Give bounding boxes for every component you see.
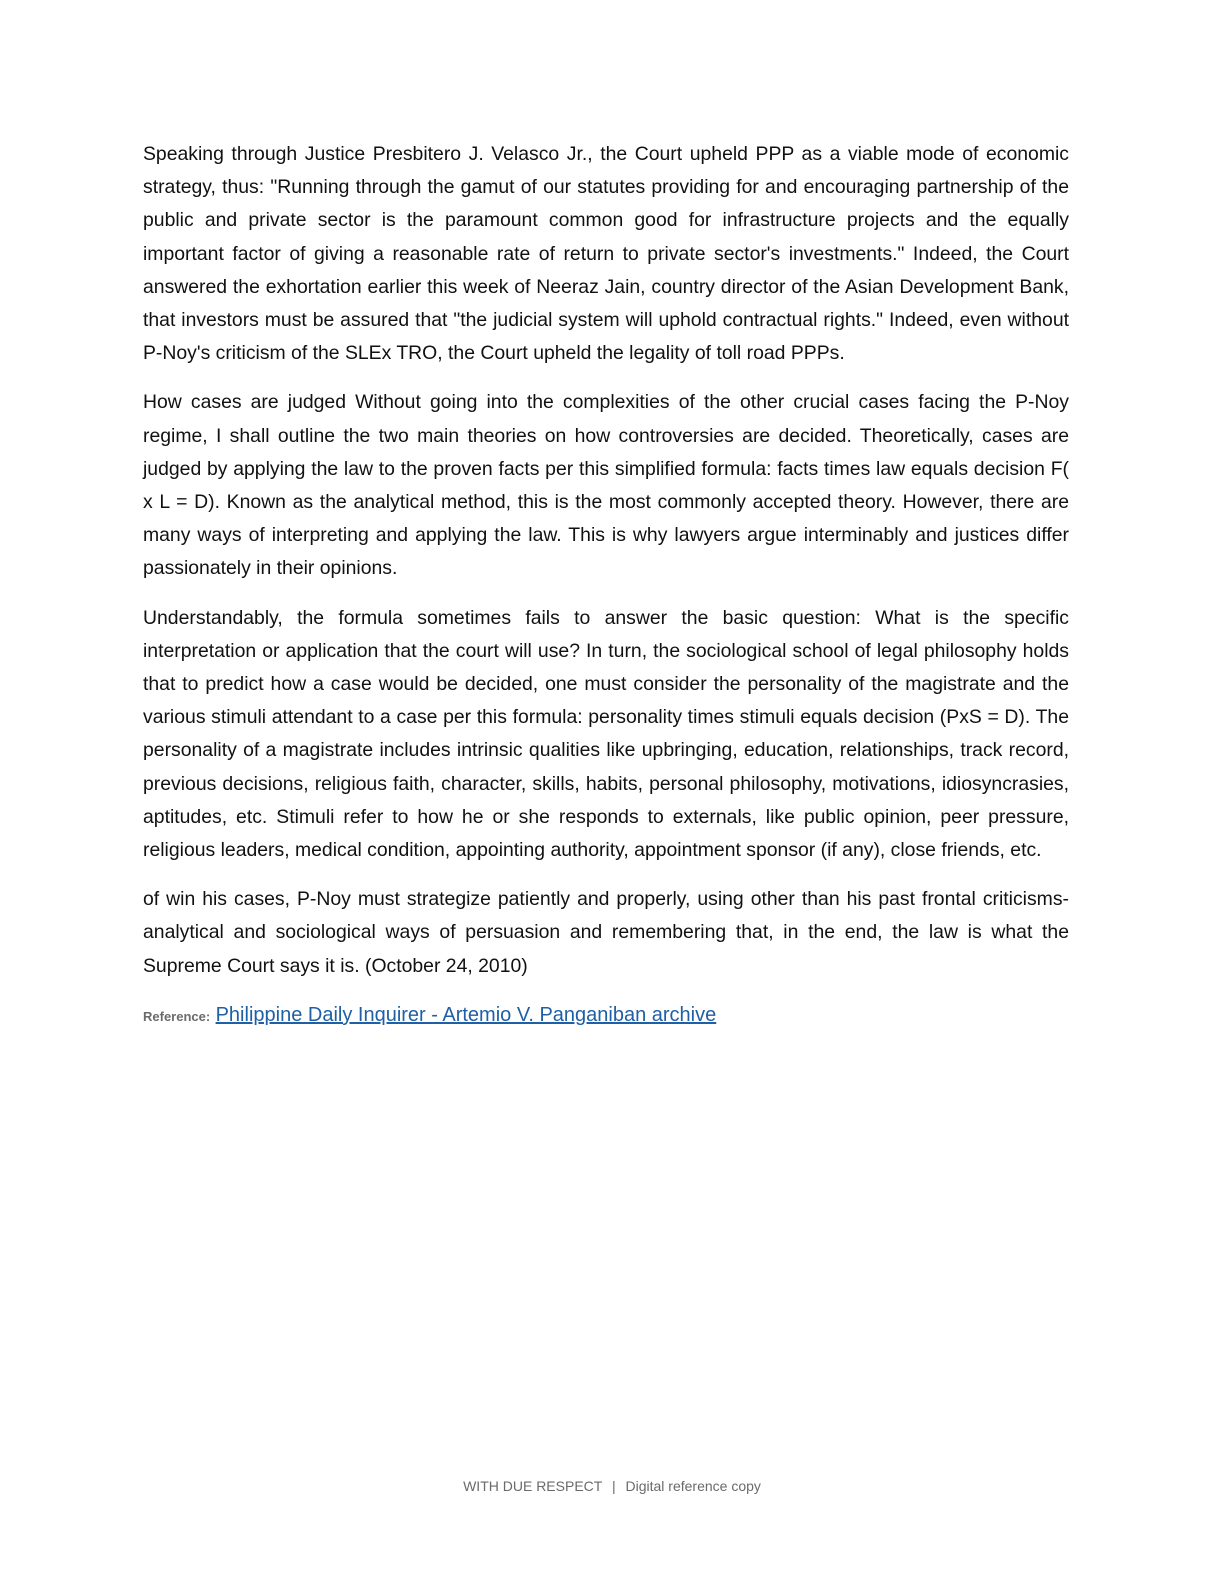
- reference-label: Reference:: [143, 1008, 211, 1024]
- paragraph-4: of win his cases, P-Noy must strategize patiently and properly, using other than his past frontal criticisms-analytical and sociological ways of persuasion and remembering that, in the end, the law is what the Supreme Court says it is. (October 24, 2010): [143, 888, 1069, 977]
- footer-separator: |: [611, 1478, 616, 1494]
- footer-copy-note: Digital reference copy: [625, 1478, 761, 1494]
- paragraph-1: Speaking through Justice Presbitero J. Velasco Jr., the Court upheld PPP as a viable mode of economic strategy, thus: "Running through the gamut of our statutes providing for and encouraging partnership of the public and private sector is the paramount common good for infrastructure projects and the equally important factor of giving a reasonable rate of return to private sector's investments." Indeed, the Court answered the exhortation earlier this week of Neeraz Jain, country director of the Asian Development Bank, that investors must be assured that "the judicial system will uphold contractual rights." Indeed, even without P-Noy's criticism of the SLEx TRO, the Court upheld the legality of toll road PPPs.: [143, 143, 1069, 365]
- paragraph-2: How cases are judged Without going into the complexities of the other crucial cases facing the P-Noy regime, I shall outline the two main theories on how controversies are decided. Theoretically, cases are judged by applying the law to the proven facts per this simplified formula: facts times law equals decision F( x L = D). Known as the analytical method, this is the most commonly accepted theory. However, there are many ways of interpreting and applying the law. This is why lawyers argue interminably and justices differ passionately in their opinions.: [143, 391, 1069, 580]
- article-body: [143, 138, 1069, 1033]
- paragraph-3: Understandably, the formula sometimes fails to answer the basic question: What is the specific interpretation or application that the court will use? In turn, the sociological school of legal philosophy holds that to predict how a case would be decided, one must consider the personality of the magistrate and the various stimuli attendant to a case per this formula: personality times stimuli equals decision (PxS = D). The personality of a magistrate includes intrinsic qualities like upbringing, education, relationships, track record, previous decisions, religious faith, character, skills, habits, personal philosophy, motivations, idiosyncrasies, aptitudes, etc. Stimuli refer to how he or she responds to externals, like public opinion, peer pressure, religious leaders, medical condition, appointing authority, appointment sponsor (if any), close friends, etc.: [143, 606, 1069, 862]
- page-footer: [0, 1478, 1224, 1494]
- reference-link[interactable]: Philippine Daily Inquirer - Artemio V. Panganiban archive: [215, 1003, 717, 1026]
- reference-line: [143, 999, 1069, 1033]
- footer-publication: WITH DUE RESPECT: [463, 1478, 603, 1494]
